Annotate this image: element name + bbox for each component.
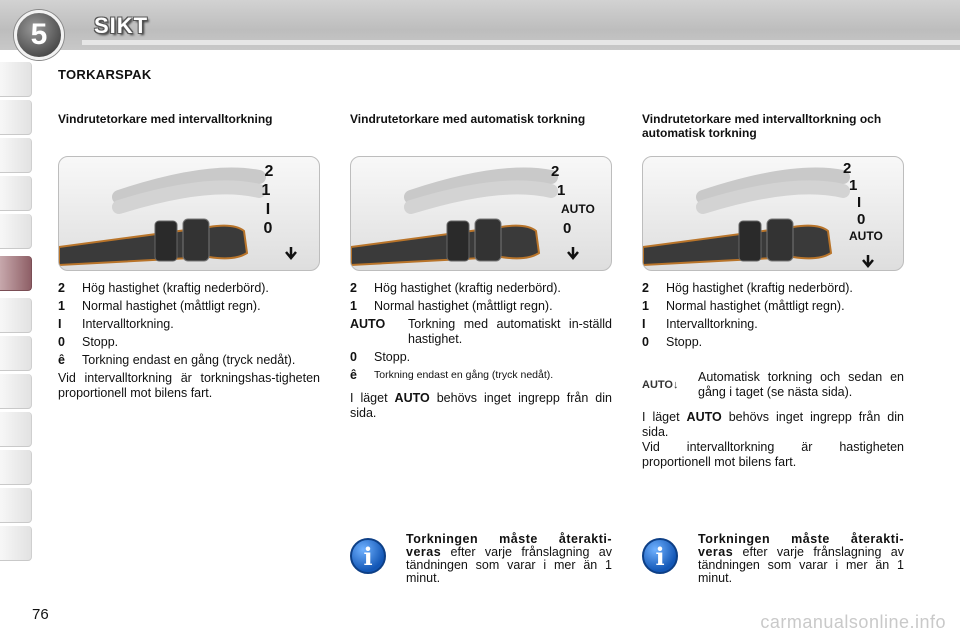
stalk-knob	[183, 219, 209, 261]
column-automatic	[350, 112, 612, 420]
chapter-tab-8[interactable]	[0, 336, 32, 371]
arrow-down-icon	[568, 247, 578, 258]
chapter-tab-5[interactable]	[0, 214, 32, 249]
stalk-label-2: 2	[264, 163, 274, 180]
legend-list	[350, 281, 612, 421]
auto-down-icon: AUTO↓	[642, 378, 679, 391]
legend-item: 2 Hög hastighet (kraftig nederbörd).	[642, 281, 853, 295]
column-interval	[58, 112, 320, 400]
stalk-label-auto: AUTO	[561, 202, 595, 216]
wiper-stalk-figure	[58, 156, 320, 271]
stalk-label-1: 1	[261, 182, 271, 199]
stalk-position-labels	[843, 160, 897, 245]
chapter-tab-9[interactable]	[0, 374, 32, 409]
stalk-knob	[475, 219, 501, 261]
body-paragraph: Vid intervalltorkning är torkningshas-tigheten proportionell mot bilens fart.	[58, 371, 320, 400]
chapter-badge	[14, 10, 64, 60]
chapter-tab-10[interactable]	[0, 412, 32, 447]
stalk-label-2: 2	[551, 163, 560, 180]
stalk-label-I: I	[857, 194, 862, 211]
chapter-tab-1[interactable]	[0, 62, 32, 97]
legend-item: AUTO Torkning med automatiskt in-ställd hastighet.	[350, 317, 612, 346]
chapter-tab-active[interactable]	[0, 256, 32, 291]
stalk-label-0: 0	[857, 211, 866, 228]
wiper-stalk-figure	[642, 156, 904, 271]
stalk-ring	[739, 221, 761, 261]
legend-item: ê Torkning endast en gång (tryck nedåt).	[58, 353, 296, 367]
legend-item: ê Torkning endast en gång (tryck nedåt).	[350, 368, 554, 382]
body-paragraph: I läget AUTO behövs inget ingrepp från din sida.	[642, 410, 904, 439]
info-note: i Torkningen måste återakti-veras efter varje frånslagning av tändningen som varar i mer än 1 minut.	[642, 533, 904, 585]
stalk-label-I: I	[265, 201, 271, 218]
legend-item: 0 Stopp.	[58, 335, 119, 349]
wiper-stalk-figure	[350, 156, 612, 271]
legend-item: 1 Normal hastighet (måttligt regn).	[350, 299, 553, 313]
column-heading: Vindrutetorkare med automatisk torkning	[350, 112, 586, 126]
chapter-title: SIKT	[94, 13, 149, 38]
chapter-tab-13[interactable]	[0, 526, 32, 561]
legend-list	[642, 281, 904, 470]
legend-item: 2 Hög hastighet (kraftig nederbörd).	[58, 281, 269, 295]
down-arrow-key: ê	[58, 353, 65, 367]
chapter-tab-12[interactable]	[0, 488, 32, 523]
stalk-knob	[767, 219, 793, 261]
column-interval-automatic	[642, 112, 904, 469]
stalk-label-1: 1	[849, 177, 858, 194]
legend-item: 1 Normal hastighet (måttligt regn).	[642, 299, 845, 313]
stalk-label-0: 0	[563, 220, 572, 237]
info-icon: i	[642, 538, 678, 574]
chapter-tabs	[0, 62, 34, 576]
body-paragraph: Vid intervalltorkning är hastigheten proportionell mot bilens fart.	[642, 440, 904, 469]
info-note: i Torkningen måste återakti-veras efter varje frånslagning av tändningen som varar i mer än 1 minut.	[350, 533, 612, 585]
legend-item: I Intervalltorkning.	[58, 317, 174, 331]
arrow-down-icon	[286, 247, 296, 258]
stalk-position-labels	[551, 162, 601, 238]
stalk-ring	[447, 221, 469, 261]
chapter-tab-2[interactable]	[0, 100, 32, 135]
body-paragraph: I läget AUTO behövs inget ingrepp från din sida.	[350, 391, 612, 420]
legend-list	[58, 281, 320, 401]
stalk-label-auto: AUTO	[849, 229, 883, 243]
chapter-tab-3[interactable]	[0, 138, 32, 173]
stalk-position-labels	[262, 162, 276, 238]
down-arrow-key: ê	[350, 368, 357, 382]
wiper-stalk-illustration	[59, 157, 320, 271]
stalk-label-0: 0	[263, 220, 273, 237]
header-stripe	[82, 40, 960, 45]
legend-item: 1 Normal hastighet (måttligt regn).	[58, 299, 261, 313]
chapter-tab-4[interactable]	[0, 176, 32, 211]
page-number: 76	[32, 606, 49, 623]
column-heading: Vindrutetorkare med intervalltorkning och automatisk torkning	[642, 112, 882, 140]
stalk-ring	[155, 221, 177, 261]
auto-note: AUTO↓ Automatisk torkning och sedan en gång i taget (se nästa sida).	[642, 370, 904, 399]
stalk-label-2: 2	[843, 160, 852, 177]
chapter-tab-7[interactable]	[0, 298, 32, 333]
column-heading: Vindrutetorkare med intervalltorkning	[58, 112, 273, 126]
chapter-tab-11[interactable]	[0, 450, 32, 485]
section-title: TORKARSPAK	[58, 67, 152, 82]
legend-item: 0 Stopp.	[642, 335, 703, 349]
info-icon: i	[350, 538, 386, 574]
stalk-label-1: 1	[557, 182, 566, 199]
legend-item: 0 Stopp.	[350, 350, 411, 364]
arrow-down-icon	[863, 255, 873, 266]
legend-item: I Intervalltorkning.	[642, 317, 758, 331]
legend-item: 2 Hög hastighet (kraftig nederbörd).	[350, 281, 561, 295]
chapter-number: 5	[14, 10, 64, 60]
watermark: carmanualsonline.info	[760, 612, 946, 632]
